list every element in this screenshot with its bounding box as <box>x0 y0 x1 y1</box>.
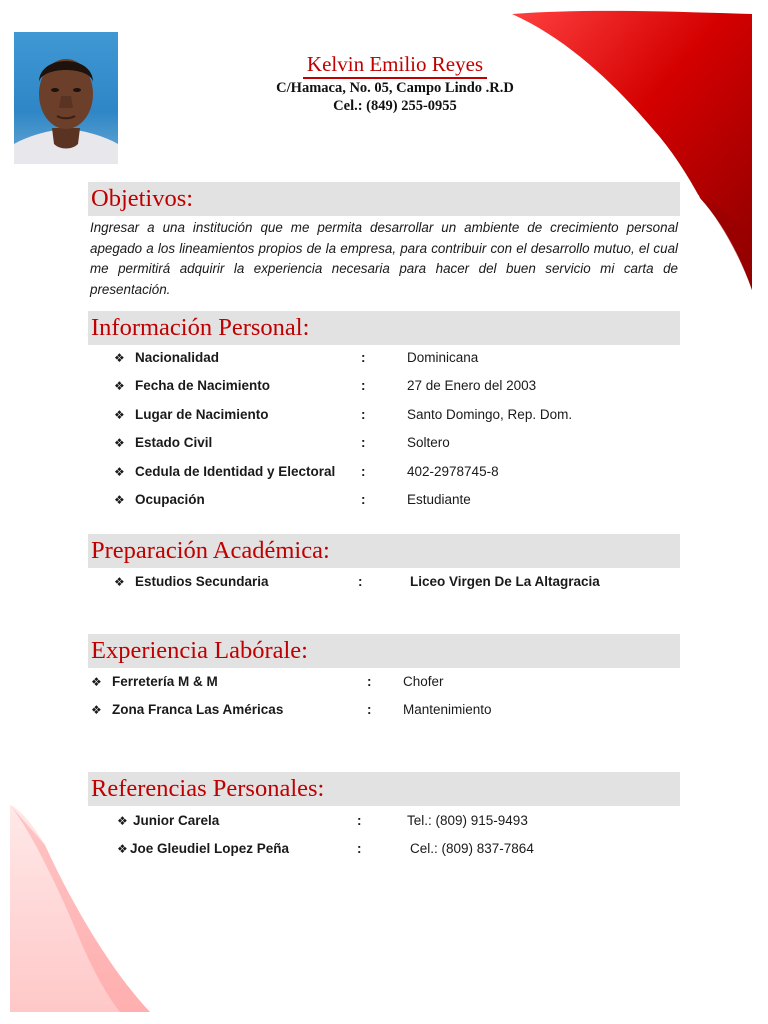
bullet-icon: ❖ <box>117 814 128 828</box>
section-title-personal: Información Personal: <box>91 314 310 341</box>
info-value: Santo Domingo, Rep. Dom. <box>407 407 573 422</box>
bullet-icon: ❖ <box>114 493 125 507</box>
colon: : <box>361 464 366 479</box>
info-row-cedula <box>0 461 768 483</box>
colon: : <box>361 350 366 365</box>
reference-name: Joe Gleudiel Lopez Peña <box>130 841 290 856</box>
candidate-name: Kelvin Emilio Reyes <box>303 52 487 79</box>
section-band-personal <box>88 311 680 345</box>
experience-row <box>0 699 768 721</box>
info-value: Dominicana <box>407 350 479 365</box>
bullet-icon: ❖ <box>114 379 125 393</box>
info-row-lugar-nacimiento <box>0 404 768 426</box>
academic-label: Estudios Secundaria <box>135 574 269 589</box>
info-label: Lugar de Nacimiento <box>135 407 269 422</box>
address: C/Hamaca, No. 05, Campo Lindo .R.D <box>276 80 514 96</box>
bullet-icon: ❖ <box>117 842 128 856</box>
section-title-referencias: Referencias Personales: <box>91 775 325 802</box>
experience-label: Zona Franca Las Américas <box>112 702 284 717</box>
reference-name: Junior Carela <box>133 813 220 828</box>
section-title-academica: Preparación Académica: <box>91 537 330 564</box>
colon: : <box>361 378 366 393</box>
phone: Cel.: (849) 255-0955 <box>333 98 457 114</box>
info-row-fecha-nacimiento <box>0 375 768 397</box>
bullet-icon: ❖ <box>114 436 125 450</box>
colon: : <box>367 674 372 689</box>
academic-value: Liceo Virgen De La Altagracia <box>410 574 600 589</box>
reference-phone: Tel.: (809) 915-9493 <box>407 813 528 828</box>
bullet-icon: ❖ <box>114 408 125 422</box>
section-band-academica <box>88 534 680 568</box>
section-band-objetivos <box>88 182 680 216</box>
academic-row <box>0 571 768 593</box>
colon: : <box>361 435 366 450</box>
profile-photo <box>14 32 118 164</box>
colon: : <box>361 492 366 507</box>
objective-text: Ingresar a una institución que me permita desarrollar un ambiente de crecimiento personal apegado a los lineamientos propios de la empresa, para contribuir con el desarrollo mutuo, el cual me permitirá adquirir la experiencia necesaria para hacer del buen servicio mi carta de presentación. <box>90 220 678 297</box>
colon: : <box>367 702 372 717</box>
experience-row <box>0 671 768 693</box>
info-label: Estado Civil <box>135 435 213 450</box>
bullet-icon: ❖ <box>114 351 125 365</box>
colon: : <box>361 407 366 422</box>
colon: : <box>358 574 363 589</box>
bullet-icon: ❖ <box>91 675 102 689</box>
section-title-experiencia: Experiencia Labórale: <box>91 637 308 664</box>
info-value: Soltero <box>407 435 450 450</box>
colon: : <box>357 841 362 856</box>
contact-header <box>230 52 560 115</box>
colon: : <box>357 813 362 828</box>
experience-label: Ferretería M & M <box>112 674 218 689</box>
bullet-icon: ❖ <box>91 703 102 717</box>
experience-value: Mantenimiento <box>403 702 492 717</box>
info-value: 27 de Enero del 2003 <box>407 378 537 393</box>
info-value: Estudiante <box>407 492 471 507</box>
reference-row <box>0 838 768 860</box>
reference-phone: Cel.: (809) 837-7864 <box>410 841 534 856</box>
info-row-ocupacion <box>0 489 768 511</box>
info-row-estado-civil <box>0 432 768 454</box>
info-label: Fecha de Nacimiento <box>135 378 271 393</box>
section-band-experiencia <box>88 634 680 668</box>
info-label: Nacionalidad <box>135 350 220 365</box>
info-label: Ocupación <box>135 492 205 507</box>
bullet-icon: ❖ <box>114 465 125 479</box>
section-band-referencias <box>88 772 680 806</box>
experience-value: Chofer <box>403 674 444 689</box>
bullet-icon: ❖ <box>114 575 125 589</box>
reference-row <box>0 810 768 832</box>
info-value: 402-2978745-8 <box>407 464 499 479</box>
info-row-nacionalidad <box>0 347 768 369</box>
section-title-objetivos: Objetivos: <box>91 185 194 212</box>
info-label: Cedula de Identidad y Electoral <box>135 464 336 479</box>
